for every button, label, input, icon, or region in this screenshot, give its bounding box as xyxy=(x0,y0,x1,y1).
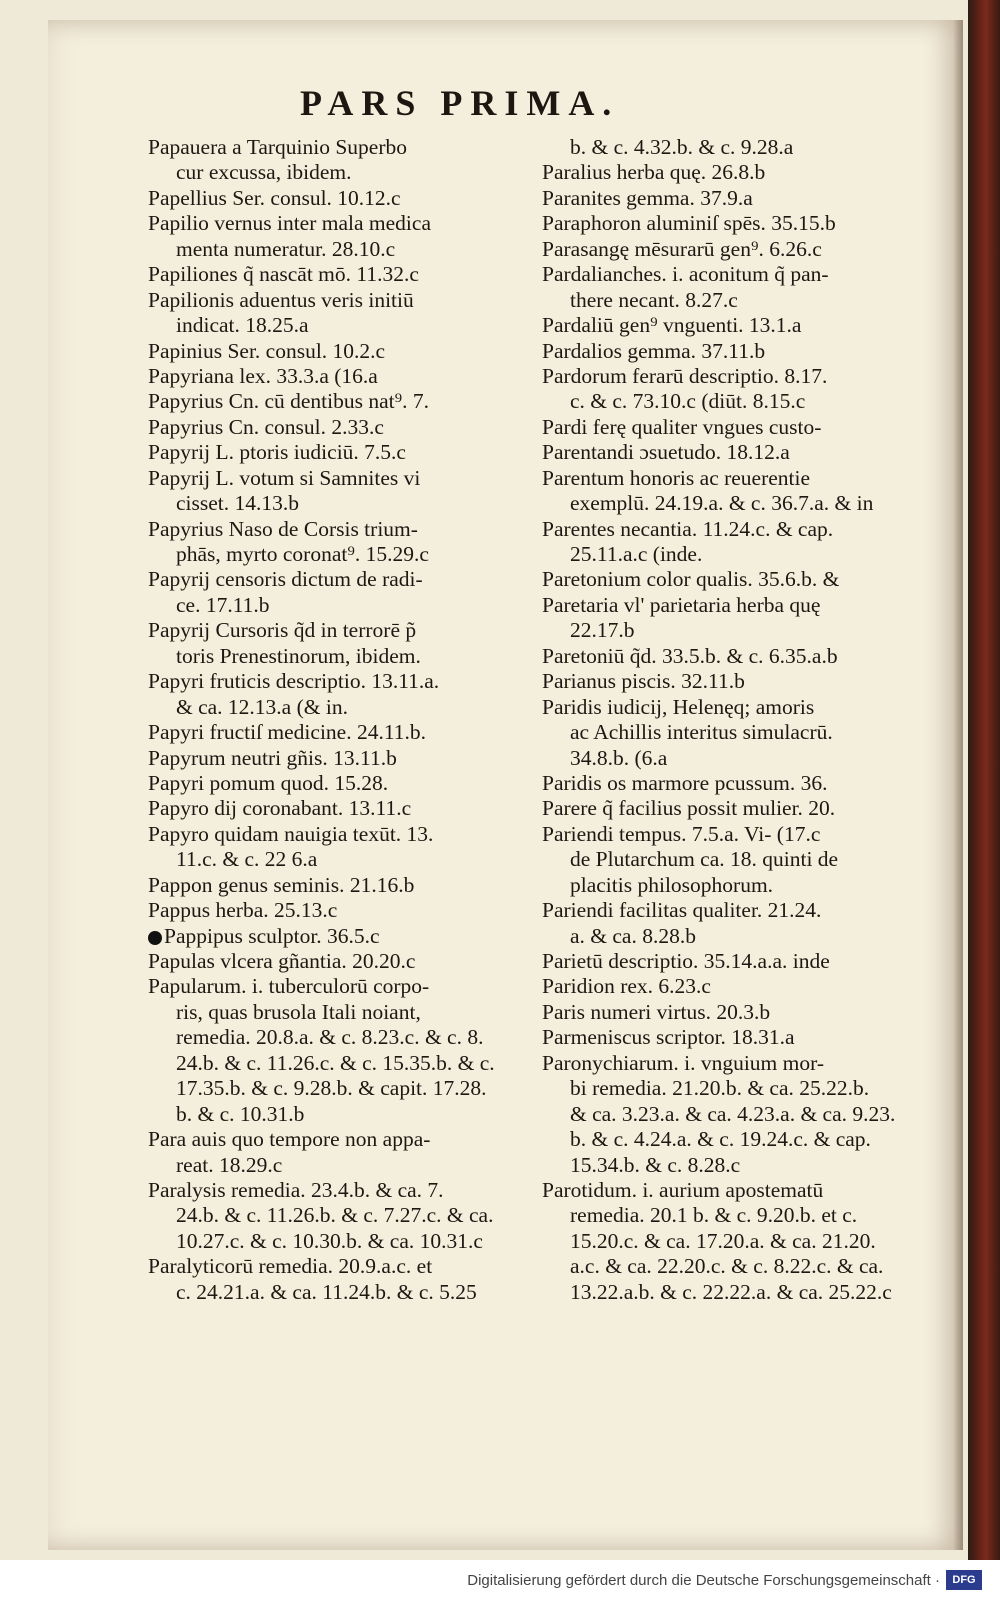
index-entry-text: bi remedia. 21.20.b. & ca. 25.22.b. xyxy=(570,1076,870,1101)
index-entry-continuation xyxy=(542,1153,930,1178)
index-entry-text: Parentandi ɔsuetudo. 18.12.a xyxy=(542,440,790,465)
index-entry-text: cisset. 14.13.b xyxy=(176,491,300,516)
index-entry-text: Paralyticorū remedia. 20.9.a.c. et xyxy=(148,1254,433,1279)
index-entry-continuation xyxy=(148,1203,536,1228)
index-entry-text: Pappus herba. 25.13.c xyxy=(148,898,338,923)
footer-bar xyxy=(0,1560,1000,1604)
index-entry xyxy=(148,949,536,974)
index-entry-continuation xyxy=(542,1102,930,1127)
index-entry xyxy=(542,949,930,974)
index-entry-text: b. & c. 4.24.a. & c. 19.24.c. & cap. xyxy=(570,1127,871,1152)
index-entry-text: 10.27.c. & c. 10.30.b. & ca. 10.31.c xyxy=(176,1228,483,1253)
index-entry-text: Paretaria vl' parietaria herba quę xyxy=(542,592,821,617)
index-entry-text: Papyrij L. ptoris iudiciū. 7.5.c xyxy=(148,440,406,465)
index-entry-text: Pardorum ferarū descriptio. 8.17. xyxy=(542,363,828,388)
index-entry-text: Parasangę mēsurarū gen⁹. 6.26.c xyxy=(542,236,822,261)
index-entry-text: Papyrius Naso de Corsis trium- xyxy=(148,516,418,541)
index-entry-text: exemplū. 24.19.a. & c. 36.7.a. & in xyxy=(570,491,874,516)
index-entry xyxy=(542,1025,930,1050)
index-entry-text: Papulas vlcera gñantia. 20.20.c xyxy=(148,949,416,973)
index-entry-text: Papyrij Cursoris q̃d in terrorē p̃ xyxy=(148,618,417,643)
index-entry xyxy=(542,313,930,338)
index-entry-text: Pardaliū gen⁹ vnguenti. 13.1.a xyxy=(542,313,802,338)
index-entry-text: Papyriana lex. 33.3.a (16.a xyxy=(148,363,378,388)
index-entry-text: Papyrum neutri gñis. 13.11.b xyxy=(148,745,397,770)
index-entry-text: 13.22.a.b. & c. 22.22.a. & ca. 25.22.c xyxy=(570,1279,892,1304)
index-entry xyxy=(148,618,536,643)
index-entry-text: 17.35.b. & c. 9.28.b. & capit. 17.28. xyxy=(176,1076,487,1101)
index-entry xyxy=(148,1254,536,1279)
index-entry xyxy=(542,974,930,999)
index-entry xyxy=(542,440,930,465)
index-entry-text: 24.b. & c. 11.26.c. & c. 15.35.b. & c. xyxy=(176,1050,495,1075)
dfg-logo: DFG xyxy=(946,1570,982,1590)
index-entry-text: c. 24.21.a. & ca. 11.24.b. & c. 5.25 xyxy=(176,1279,477,1304)
index-entry xyxy=(148,746,536,771)
index-entry xyxy=(542,796,930,821)
index-entry-text: there necant. 8.27.c xyxy=(570,287,738,312)
index-entry xyxy=(542,567,930,592)
index-entry xyxy=(542,262,930,287)
index-entry-text: Papyrius Cn. cū dentibus nat⁹. 7. xyxy=(148,389,430,414)
index-entry-text: Papyri pomum quod. 15.28. xyxy=(148,770,389,795)
index-entry-text: a. & ca. 8.28.b xyxy=(570,923,696,948)
index-entry-text: phās, myrto coronat⁹. 15.29.c xyxy=(176,542,429,566)
index-entry xyxy=(542,339,930,364)
index-entry-text: 15.34.b. & c. 8.28.c xyxy=(570,1152,741,1177)
index-entry-continuation xyxy=(148,1280,536,1305)
index-entry-text: Papyrius Cn. consul. 2.33.c xyxy=(148,414,384,439)
index-entry-text: Papauera a Tarquinio Superbo xyxy=(148,135,408,159)
index-entry-continuation xyxy=(542,746,930,771)
index-entry-text: Paridis os marmore pcussum. 36. xyxy=(542,770,828,795)
index-entry-continuation xyxy=(542,135,930,160)
index-entry-text: Pappipus sculptor. 36.5.c xyxy=(164,923,380,948)
index-entry xyxy=(148,262,536,287)
index-entry-continuation xyxy=(148,1000,536,1025)
index-entry-text: Paridion rex. 6.23.c xyxy=(542,974,711,999)
index-entry-text: Papyro quidam nauigia texūt. 13. xyxy=(148,821,434,846)
index-entry xyxy=(542,822,930,847)
index-entry xyxy=(148,669,536,694)
index-entry-continuation xyxy=(148,1025,536,1050)
index-entry-text: Papyri fructiſ medicine. 24.11.b. xyxy=(148,720,427,745)
index-entry-text: Parietū descriptio. 35.14.a.a. inde xyxy=(542,949,830,973)
page-gutter-shadow xyxy=(953,20,963,1550)
index-entry-text: Parere q̃ facilius possit mulier. 20. xyxy=(542,796,836,821)
index-entry-continuation xyxy=(148,644,536,669)
index-entry-text: de Plutarchum ca. 18. quinti de xyxy=(570,847,839,872)
index-entry-text: Paronychiarum. i. vnguium mor- xyxy=(542,1050,825,1075)
index-entry-text: reat. 18.29.c xyxy=(176,1152,283,1177)
index-entry-continuation xyxy=(148,593,536,618)
index-entry-text: b. & c. 10.31.b xyxy=(176,1101,305,1126)
index-entry-continuation xyxy=(542,1254,930,1279)
index-entry-continuation xyxy=(542,1280,930,1305)
index-column-right xyxy=(542,135,930,1305)
index-entry-text: Parianus piscis. 32.11.b xyxy=(542,669,745,694)
index-entry-text: b. & c. 4.32.b. & c. 9.28.a xyxy=(570,135,794,159)
index-entry xyxy=(148,440,536,465)
index-entry xyxy=(148,186,536,211)
index-entry-text: Papellius Ser. consul. 10.12.c xyxy=(148,185,401,210)
index-entry-continuation xyxy=(542,288,930,313)
index-entry-text: Pariendi facilitas qualiter. 21.24. xyxy=(542,898,822,923)
index-entry-text: Papyrij L. votum si Samnites vi xyxy=(148,465,421,490)
index-entry-text: Papinius Ser. consul. 10.2.c xyxy=(148,338,386,363)
index-entry-text: Paretonium color qualis. 35.6.b. & xyxy=(542,567,840,592)
index-entry-text: Papyrij censoris dictum de radi- xyxy=(148,567,423,592)
index-entry-text: Papilionis aduentus veris initiū xyxy=(148,287,414,312)
index-entry xyxy=(148,924,536,949)
index-entry-text: c. & c. 73.10.c (diūt. 8.15.c xyxy=(570,389,806,414)
index-entry xyxy=(148,466,536,491)
index-entry xyxy=(148,339,536,364)
index-entry-text: & ca. 3.23.a. & ca. 4.23.a. & ca. 9.23. xyxy=(570,1101,896,1126)
index-entry xyxy=(542,466,930,491)
index-column-left xyxy=(148,135,536,1305)
index-entry-text: 22.17.b xyxy=(570,618,635,643)
index-entry-text: Paralysis remedia. 23.4.b. & ca. 7. xyxy=(148,1177,444,1202)
index-entry-continuation xyxy=(542,924,930,949)
index-entry xyxy=(542,160,930,185)
index-entry-text: & ca. 12.13.a (& in. xyxy=(176,694,348,719)
index-entry xyxy=(148,771,536,796)
index-entry-text: ac Achillis interitus simulacrū. xyxy=(570,720,833,745)
index-entry-text: cur excussa, ibidem. xyxy=(176,160,352,185)
index-entry-text: 25.11.a.c (inde. xyxy=(570,542,703,566)
index-entry xyxy=(542,1000,930,1025)
index-entry xyxy=(148,415,536,440)
index-entry xyxy=(148,567,536,592)
index-entry-text: Papilio vernus inter mala medica xyxy=(148,211,431,236)
index-entry-continuation xyxy=(542,389,930,414)
index-entry xyxy=(148,389,536,414)
index-entry-continuation xyxy=(542,1127,930,1152)
index-entry xyxy=(542,1051,930,1076)
index-entry-continuation xyxy=(542,491,930,516)
index-entry-continuation xyxy=(148,1076,536,1101)
index-entry-text: Pardalios gemma. 37.11.b xyxy=(542,338,766,363)
index-entry-text: ce. 17.11.b xyxy=(176,592,270,617)
index-entry xyxy=(148,1178,536,1203)
index-entry-text: 11.c. & c. 22 6.a xyxy=(176,847,318,872)
index-entry-continuation xyxy=(148,1051,536,1076)
index-entry-continuation xyxy=(542,720,930,745)
index-entry-text: Papularum. i. tuberculorū corpo- xyxy=(148,974,430,999)
index-entry xyxy=(542,415,930,440)
index-entry-text: Paranites gemma. 37.9.a xyxy=(542,185,753,210)
index-entry xyxy=(542,517,930,542)
index-entry-continuation xyxy=(148,1153,536,1178)
index-entry xyxy=(542,771,930,796)
index-entry-text: ris, quas brusola Itali noiant, xyxy=(176,999,421,1024)
index-entry-text: remedia. 20.1 b. & c. 9.20.b. et c. xyxy=(570,1203,858,1228)
index-entry xyxy=(148,288,536,313)
index-entry xyxy=(148,364,536,389)
index-entry xyxy=(148,211,536,236)
index-entry xyxy=(542,186,930,211)
index-entry-continuation xyxy=(148,542,536,567)
index-entry-text: Pappon genus seminis. 21.16.b xyxy=(148,872,415,897)
index-entry xyxy=(542,211,930,236)
index-entry-continuation xyxy=(542,847,930,872)
index-entry-continuation xyxy=(148,491,536,516)
index-entry-text: a.c. & ca. 22.20.c. & c. 8.22.c. & ca. xyxy=(570,1254,884,1279)
index-entry-continuation xyxy=(542,618,930,643)
index-entry-text: placitis philosophorum. xyxy=(570,872,774,897)
running-head: PARS PRIMA. xyxy=(300,83,620,123)
index-entry-continuation xyxy=(542,873,930,898)
index-entry-text: toris Prenestinorum, ibidem. xyxy=(176,643,421,668)
index-entry xyxy=(542,1178,930,1203)
index-entry-text: Parotidum. i. aurium apostematū xyxy=(542,1177,824,1202)
index-entry-continuation xyxy=(542,1229,930,1254)
index-entry-continuation xyxy=(148,847,536,872)
index-entry xyxy=(148,898,536,923)
index-entry-continuation xyxy=(542,542,930,567)
index-entry-text: indicat. 18.25.a xyxy=(176,313,309,338)
index-entry xyxy=(542,593,930,618)
index-entry-text: Parentes necantia. 11.24.c. & cap. xyxy=(542,516,834,541)
index-entry xyxy=(148,720,536,745)
index-entry-continuation xyxy=(148,1229,536,1254)
index-entry xyxy=(148,135,536,160)
index-entry-text: Paralius herba quę. 26.8.b xyxy=(542,160,766,185)
index-entry-text: Paris numeri virtus. 20.3.b xyxy=(542,999,771,1024)
index-entry xyxy=(148,1127,536,1152)
index-entry xyxy=(542,364,930,389)
book-binding-edge xyxy=(968,0,1000,1560)
index-entry-text: Papyri fruticis descriptio. 13.11.a. xyxy=(148,669,440,694)
index-entry xyxy=(148,796,536,821)
index-entry-text: Para auis quo tempore non appa- xyxy=(148,1127,431,1152)
index-entry xyxy=(542,669,930,694)
index-entry-continuation xyxy=(542,1203,930,1228)
index-entry-text: 24.b. & c. 11.26.b. & c. 7.27.c. & ca. xyxy=(176,1203,494,1228)
index-entry-text: menta numeratur. 28.10.c xyxy=(176,236,396,261)
ink-blot-icon xyxy=(148,931,162,945)
index-entry-continuation xyxy=(148,1102,536,1127)
index-entry-continuation xyxy=(542,1076,930,1101)
index-entry-continuation xyxy=(148,160,536,185)
index-entry-text: Papiliones q̃ nascāt mō. 11.32.c xyxy=(148,262,419,287)
index-entry-continuation xyxy=(148,695,536,720)
index-entry xyxy=(148,822,536,847)
index-entry-text: remedia. 20.8.a. & c. 8.23.c. & c. 8. xyxy=(176,1025,484,1050)
index-entry-text: Paridis iudicij, Helenęq; amoris xyxy=(542,694,815,719)
index-entry xyxy=(542,644,930,669)
funding-notice: Digitalisierung gefördert durch die Deutsche Forschungsgemeinschaft · xyxy=(467,1572,940,1589)
index-entry xyxy=(148,873,536,898)
index-entry-continuation xyxy=(148,237,536,262)
index-entry-text: 34.8.b. (6.a xyxy=(570,745,668,770)
index-entry-text: Papyro dij coronabant. 13.11.c xyxy=(148,796,412,821)
index-entry xyxy=(542,237,930,262)
index-entry-text: Parmeniscus scriptor. 18.31.a xyxy=(542,1025,795,1050)
index-entry-text: Paretoniū q̃d. 33.5.b. & c. 6.35.a.b xyxy=(542,643,838,668)
index-entry-text: Pariendi tempus. 7.5.a. Vi- (17.c xyxy=(542,821,821,846)
index-entry-text: Pardi ferę qualiter vngues custo- xyxy=(542,414,822,439)
index-entry-text: 15.20.c. & ca. 17.20.a. & ca. 21.20. xyxy=(570,1228,876,1253)
index-entry-text: Paraphoron aluminiſ spēs. 35.15.b xyxy=(542,211,836,236)
index-entry-text: Pardalianches. i. aconitum q̃ pan- xyxy=(542,262,829,287)
index-entry xyxy=(148,517,536,542)
index-entry xyxy=(542,898,930,923)
index-entry xyxy=(148,974,536,999)
index-entry-continuation xyxy=(148,313,536,338)
index-entry-text: Parentum honoris ac reuerentie xyxy=(542,465,811,490)
index-entry xyxy=(542,695,930,720)
